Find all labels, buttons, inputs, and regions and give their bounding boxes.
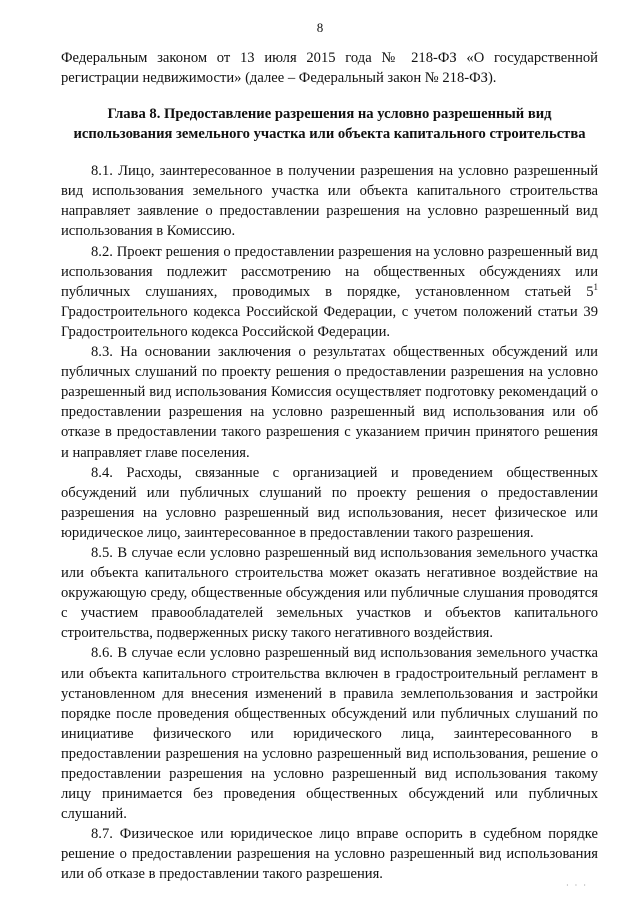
lead-paragraph: Федеральным законом от 13 июля 2015 года № 218-ФЗ «О государственной регистрации недвижимости» (далее – Федеральный закон № 218-ФЗ). [61, 50, 598, 87]
paragraph-8-5: 8.5. В случае если условно разрешенный вид использования земельного участка или объекта капитального строительства может оказать негативное воздействие на окружающую среду, общественные обсуждения или публичные слушания проводятся с участием правообладателей земельных участков и объектов капитального строительства, подверженных риску такого негативного воздействия. [61, 544, 598, 642]
article-superscript: 1 [593, 281, 598, 292]
page-number: 8 [316, 20, 324, 35]
paragraph-8-1: 8.1. Лицо, заинтересованное в получении разрешения на условно разрешенный вид использования земельного участка или объекта капитального строительства направляет заявление о предоставлении разрешения на условно разрешенный вид использования в Комиссию. [61, 163, 598, 240]
paragraph-8-4: 8.4. Расходы, связанные с организацией и проведением общественных обсуждений или публичных слушаний по проекту решения о предоставлении разрешения на условно разрешенный вид использования, несет физическое или юридическое лицо, заинтересованное в предоставлении такого разрешения. [61, 464, 598, 541]
document-body [61, 48, 598, 885]
scan-corner-mark: · · · [566, 881, 588, 890]
paragraph-8-6: 8.6. В случае если условно разрешенный вид использования земельного участка или объекта капитального строительства включен в градостроительный регламент в установленном для внесения изменений в правила землепользования и застройки порядке после проведения общественных обсуждений или публичных слушаний по инициативе физического или юридического лица, заинтересованного в предоставлении разрешения на условно разрешенный вид использования, решение о предоставлении разрешения на условно разрешенный вид использования такому лицу принимается без проведения общественных обсуждений или публичных слушаний. [61, 645, 598, 823]
chapter-title: Глава 8. Предоставление разрешения на условно разрешенный вид использования земельного участка или объекта капитального строительства [73, 106, 586, 143]
paragraph-8-2 [61, 242, 598, 342]
paragraph-8-2-text-continued: Градостроительного кодекса Российской Федерации, с учетом положений статьи 39 Градостроительного кодекса Российской Федерации. [61, 303, 598, 340]
paragraph-8-7: 8.7. Физическое или юридическое лицо вправе оспорить в судебном порядке решение о предоставлении разрешения на условно разрешенный вид использования или об отказе в предоставлении такого разрешения. [61, 826, 598, 883]
paragraph-8-2-text: 8.2. Проект решения о предоставлении разрешения на условно разрешенный вид использования подлежит рассмотрению на общественных обсуждениях или публичных слушаниях, проводимых в порядке, установленном статьей 5 [61, 243, 598, 300]
paragraph-8-3: 8.3. На основании заключения о результатах общественных обсуждений или публичных слушаний по проекту решения о предоставлении разрешения на условно разрешенный вид использования Комиссия осуществляет подготовку рекомендаций о предоставлении разрешения на условно разрешенный вид использования или об отказе в предоставлении такого разрешения с указанием причин принятого решения и направляет главе поселения. [61, 344, 598, 461]
